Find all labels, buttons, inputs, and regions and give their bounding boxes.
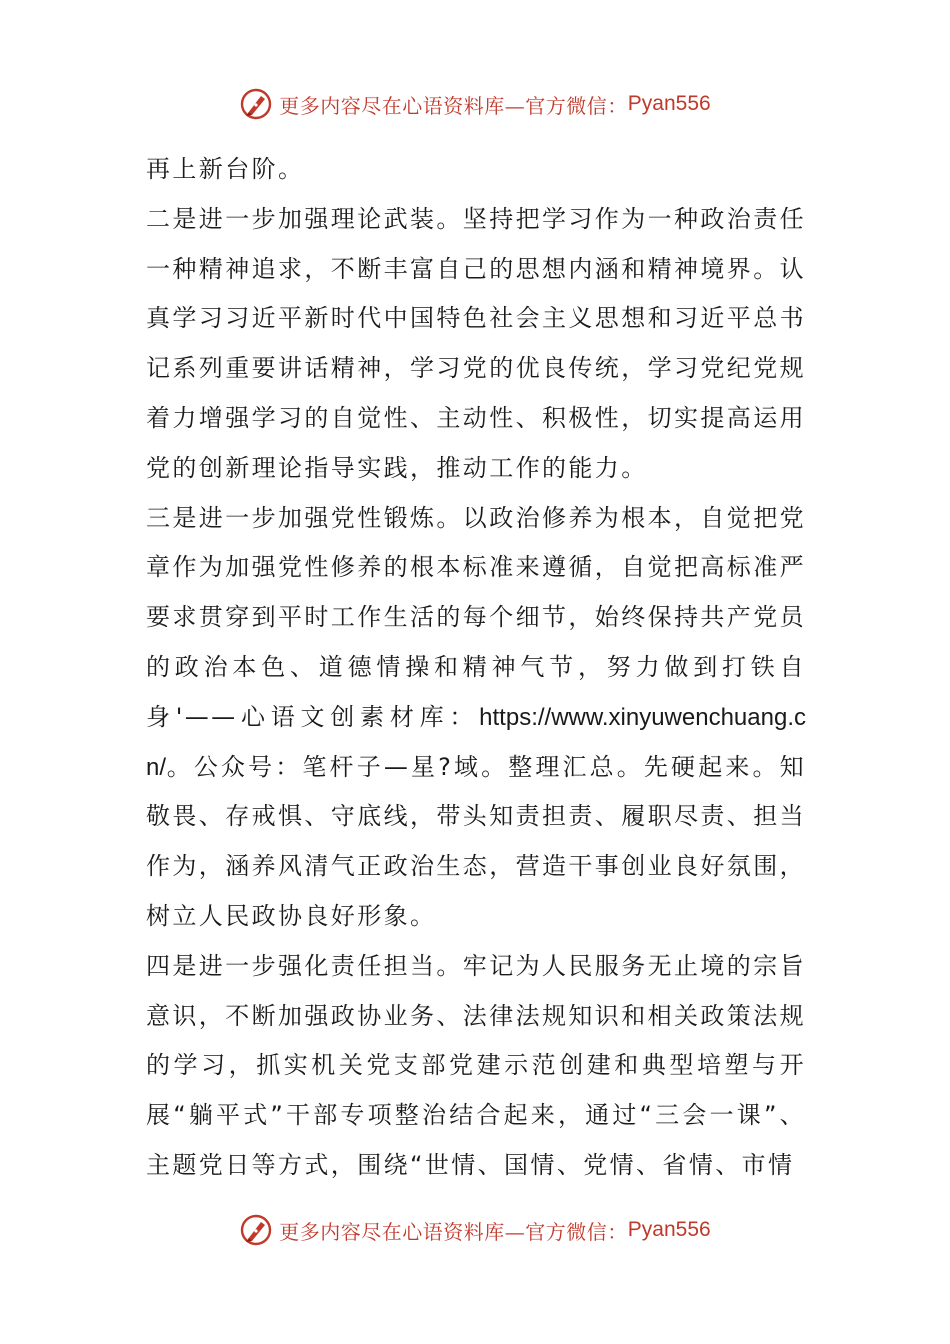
- paragraph-3-tail: 。公众号：笔杆子—星?域。整理汇总。先硬起来。知敬畏、存戒惧、守底线，带头知责担责、履职尽责、担当作为，涵养风清气正政治生态，营造干事创业良好氛围，树立人民政协良好形象。: [146, 752, 806, 930]
- document-body: [146, 145, 806, 1191]
- footer-banner-text: 更多内容尽在心语资料库—官方微信：: [279, 1219, 628, 1244]
- header-banner: [0, 82, 950, 126]
- paragraph-3: [146, 494, 806, 942]
- header-banner-text: 更多内容尽在心语资料库—官方微信：: [279, 93, 628, 118]
- paragraph-3-text: 三是进一步加强党性锻炼。以政治修养为根本，自觉把党章作为加强党性修养的根本标准来遵循，自觉把高标准严要求贯穿到平时工作生活的每个细节，始终保持共产党员的政治本色、道德情操和精神气节，努力做到打铁自身'——心语文创素材库：: [146, 503, 806, 731]
- footer-banner: [0, 1208, 950, 1252]
- paragraph-2: 二是进一步加强理论武装。坚持把学习作为一种政治责任一种精神追求，不断丰富自己的思想内涵和精神境界。认真学习习近平新时代中国特色社会主义思想和习近平总书记系列重要讲话精神，学习党的优良传统，学习党纪党规着力增强学习的自觉性、主动性、积极性，切实提高运用党的创新理论指导实践，推动工作的能力。: [146, 204, 806, 482]
- pen-nib-seal-icon: [239, 1213, 273, 1247]
- paragraph-1: 再上新台阶。: [146, 155, 305, 183]
- source-url: https://www.xinyuwenchuang.cn/: [146, 703, 806, 781]
- paragraph-4: 四是进一步强化责任担当。牢记为人民服务无止境的宗旨意识，不断加强政协业务、法律法规知识和相关政策法规的学习，抓实机关党支部党建示范创建和典型培塑与开展“躺平式”干部专项整治结合起来，通过“三会一课”、主题党日等方式，围绕“世情、国情、党情、省情、市情: [146, 951, 806, 1179]
- footer-banner-handle: Pyan556: [627, 1218, 711, 1241]
- pen-nib-seal-icon: [239, 87, 273, 121]
- header-banner-handle: Pyan556: [627, 92, 711, 115]
